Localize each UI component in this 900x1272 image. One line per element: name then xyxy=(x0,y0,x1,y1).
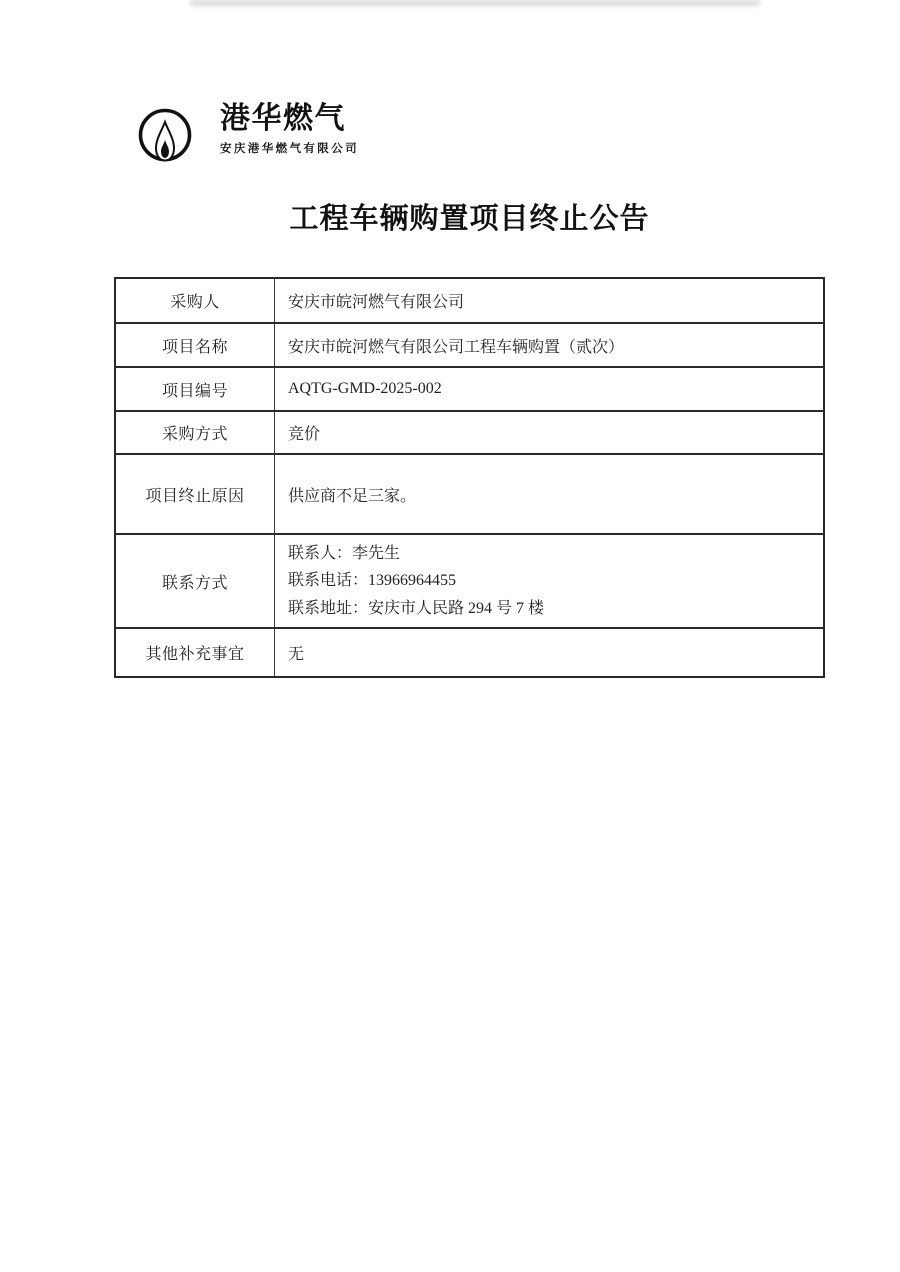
row-value: 安庆市皖河燃气有限公司工程车辆购置（贰次） xyxy=(275,323,825,367)
row-label: 项目编号 xyxy=(115,367,275,411)
row-label: 采购方式 xyxy=(115,411,275,454)
table-row xyxy=(115,323,824,367)
page-title: 工程车辆购置项目终止公告 xyxy=(289,203,650,235)
row-value xyxy=(275,534,825,628)
row-value: 供应商不足三家。 xyxy=(275,454,825,534)
row-label: 采购人 xyxy=(115,278,275,323)
row-value: 无 xyxy=(288,646,305,663)
logo-text xyxy=(220,101,359,156)
table-row xyxy=(115,534,824,628)
flame-in-circle-icon xyxy=(136,105,194,165)
row-label: 联系方式 xyxy=(115,534,275,628)
logo-company-name: 安庆港华燃气有限公司 xyxy=(220,143,359,155)
row-value: 安庆市皖河燃气有限公司 xyxy=(275,278,825,323)
contact-person-line: 联系人：李先生 xyxy=(288,544,401,562)
table-row xyxy=(115,411,824,454)
table-row xyxy=(115,367,824,411)
table-row xyxy=(115,454,824,534)
scan-artifact xyxy=(190,0,760,6)
logo-brand-name: 港华燃气 xyxy=(220,102,346,135)
row-label: 项目终止原因 xyxy=(115,454,275,534)
contact-phone-line: 联系电话：13966964455 xyxy=(288,572,457,590)
contact-address-line: 联系地址：安庆市人民路 294 号 7 楼 xyxy=(288,599,545,617)
row-value: AQTG-GMD-2025-002 xyxy=(275,367,825,411)
row-value: 竞价 xyxy=(275,411,825,454)
table-row xyxy=(115,278,824,323)
row-label: 项目名称 xyxy=(115,323,275,367)
row-label: 其他补充事宜 xyxy=(115,628,275,677)
table-row xyxy=(115,628,824,677)
announcement-table xyxy=(114,277,825,678)
